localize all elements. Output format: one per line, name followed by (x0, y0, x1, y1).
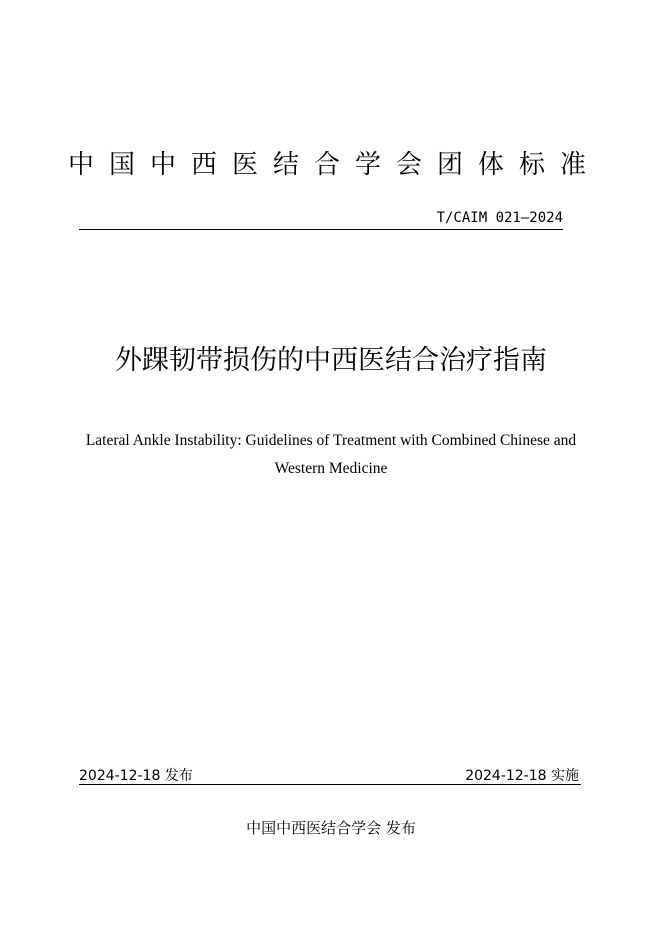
footer-divider (79, 784, 581, 785)
header-divider (79, 229, 563, 230)
issue-date: 2024-12-18 发布 (79, 768, 193, 784)
implementation-date: 2024-12-18 实施 (465, 768, 579, 784)
document-title-cn: 外踝韧带损伤的中西医结合治疗指南 (115, 345, 547, 376)
standard-number: T/CAIM 021—2024 (436, 210, 563, 226)
document-title-en: Lateral Ankle Instability: Guidelines of Treatment with Combined Chinese and Western Medicine (85, 432, 577, 477)
publisher: 中国中西医结合学会 发布 (246, 819, 416, 837)
organization-standard-heading: 中国中西医结合学会团体标准 (67, 150, 601, 180)
